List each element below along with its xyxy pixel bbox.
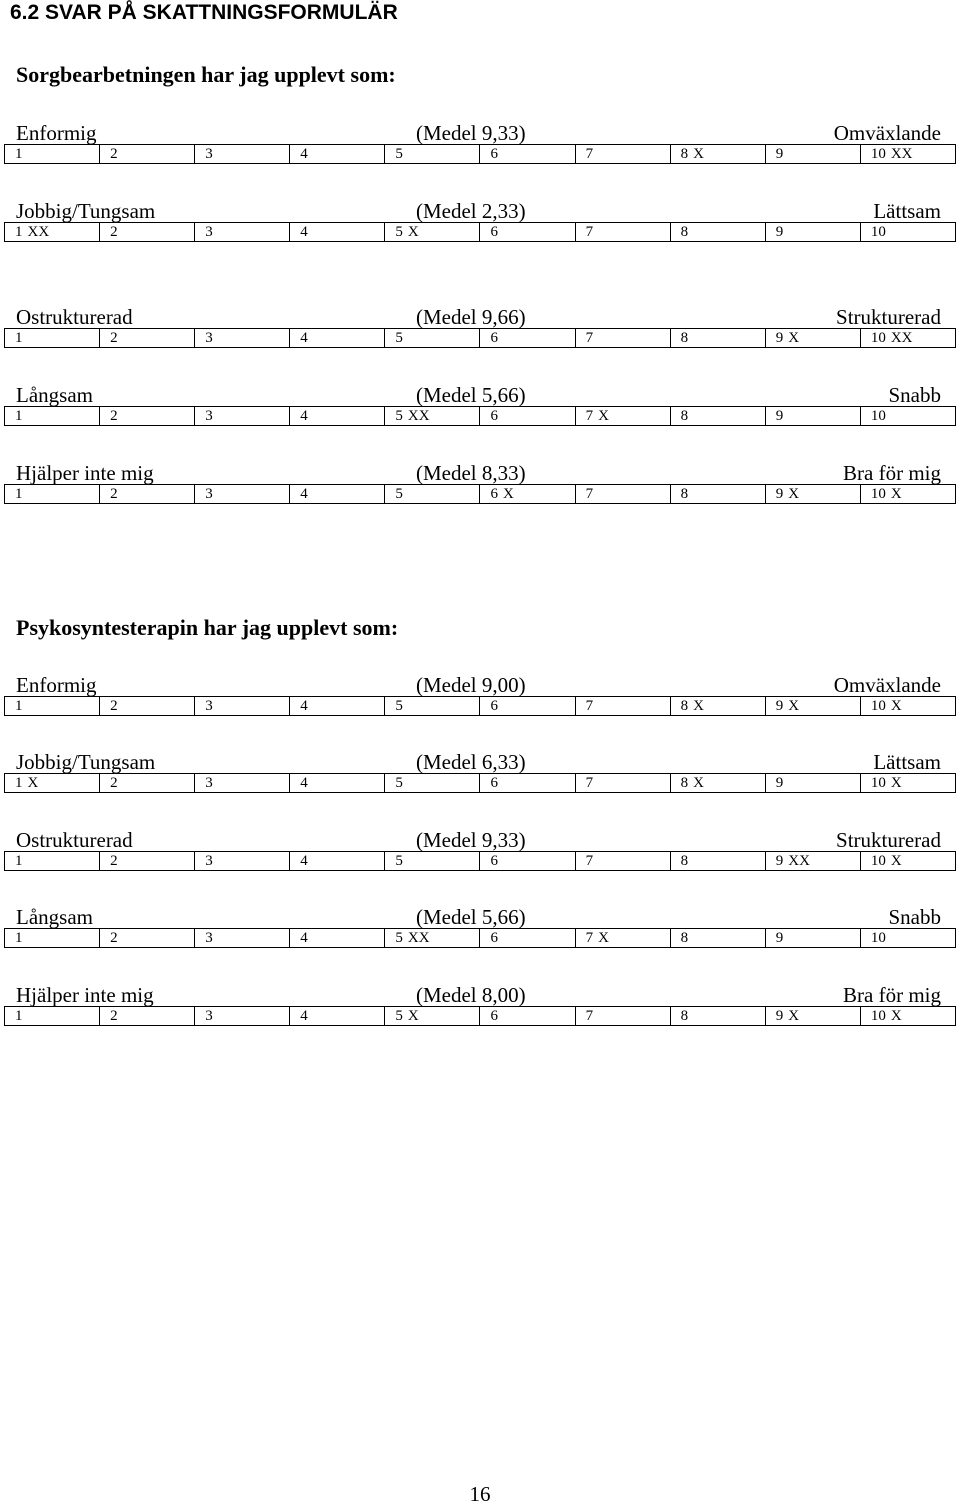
- scale-mean: (Medel 9,66): [416, 305, 526, 329]
- rating-scale: [4, 144, 956, 164]
- scale-cell: 4: [290, 929, 385, 947]
- scale-cell: 7: [576, 697, 671, 715]
- rating-scale: [4, 222, 956, 242]
- rating-scale: [4, 406, 956, 426]
- scale-cell: 9: [766, 774, 861, 792]
- scale-cell: 1: [5, 1007, 100, 1025]
- scale-cell: 5: [385, 697, 480, 715]
- scale-mean: (Medel 9,33): [416, 121, 526, 145]
- rating-item: [0, 827, 960, 875]
- scale-mean: (Medel 9,33): [416, 828, 526, 852]
- scale-cell: 2: [100, 145, 195, 163]
- label-row: [0, 304, 960, 330]
- scale-left-label: Långsam: [16, 383, 93, 407]
- scale-cell: 1: [5, 929, 100, 947]
- scale-right-label: Lättsam: [873, 750, 941, 774]
- scale-cell: 10 X: [870, 775, 902, 791]
- scale-mean: (Medel 6,33): [416, 750, 526, 774]
- scale-cell: 7: [576, 223, 671, 241]
- scale-cell: 6: [480, 697, 575, 715]
- label-row: [0, 749, 960, 775]
- label-row: [0, 382, 960, 408]
- scale-cell: 2: [100, 407, 195, 425]
- scale-cell: 10 X: [870, 853, 902, 869]
- scale-cell: 8 X: [671, 145, 766, 163]
- scale-cell: 8: [671, 852, 766, 870]
- scale-cell: 5: [385, 329, 480, 347]
- scale-cell: 6: [480, 145, 575, 163]
- scale-cell: 7: [576, 145, 671, 163]
- scale-cell: 1: [5, 485, 100, 503]
- scale-cell: 4: [290, 329, 385, 347]
- scale-cell: 6: [480, 852, 575, 870]
- scale-cell: 6: [480, 329, 575, 347]
- scale-cell: 10 XX: [870, 330, 913, 346]
- scale-cell: 10: [870, 408, 886, 424]
- rating-item: [0, 304, 960, 352]
- rating-scale: [4, 696, 956, 716]
- scale-cell: 6: [480, 774, 575, 792]
- rating-scale: [4, 484, 956, 504]
- scale-cell: 5: [385, 774, 480, 792]
- rating-item: [0, 120, 960, 168]
- label-row: [0, 904, 960, 930]
- scale-cell: 1: [5, 852, 100, 870]
- scale-cell: 1: [5, 407, 100, 425]
- scale-right-label: Bra för mig: [843, 983, 941, 1007]
- scale-cell: 2: [100, 223, 195, 241]
- scale-cell: 8 X: [671, 697, 766, 715]
- rating-item: [0, 672, 960, 720]
- scale-cell: 3: [195, 223, 290, 241]
- scale-mean: (Medel 8,00): [416, 983, 526, 1007]
- scale-left-label: Hjälper inte mig: [16, 461, 154, 485]
- scale-cell: 2: [100, 329, 195, 347]
- rating-scale: [4, 1006, 956, 1026]
- scale-cell: 5 XX: [385, 407, 480, 425]
- scale-cell: 3: [195, 1007, 290, 1025]
- scale-cell: 2: [100, 929, 195, 947]
- rating-item: [0, 382, 960, 430]
- scale-cell: 3: [195, 929, 290, 947]
- scale-cell: 3: [195, 329, 290, 347]
- scale-cell: 9 XX: [766, 852, 861, 870]
- scale-cell: 3: [195, 145, 290, 163]
- scale-cell: 9: [766, 145, 861, 163]
- scale-cell: 9: [766, 223, 861, 241]
- scale-cell: 7: [576, 774, 671, 792]
- scale-mean: (Medel 2,33): [416, 199, 526, 223]
- scale-cell: 4: [290, 852, 385, 870]
- scale-left-label: Enformig: [16, 121, 97, 145]
- scale-cell: 4: [290, 407, 385, 425]
- scale-cell: 9 X: [766, 329, 861, 347]
- scale-right-label: Omväxlande: [833, 121, 941, 145]
- scale-cell: 4: [290, 223, 385, 241]
- scale-mean: (Medel 5,66): [416, 383, 526, 407]
- scale-mean: (Medel 5,66): [416, 905, 526, 929]
- scale-cell: 2: [100, 485, 195, 503]
- scale-cell: 5: [385, 852, 480, 870]
- scale-cell: 3: [195, 697, 290, 715]
- rating-scale: [4, 928, 956, 948]
- rating-scale: [4, 328, 956, 348]
- label-row: [0, 827, 960, 853]
- scale-cell: 3: [195, 485, 290, 503]
- scale-cell: 8: [671, 1007, 766, 1025]
- scale-cell: 9: [766, 407, 861, 425]
- rating-item: [0, 982, 960, 1030]
- scale-right-label: Bra för mig: [843, 461, 941, 485]
- rating-scale: [4, 773, 956, 793]
- scale-cell: 4: [290, 774, 385, 792]
- scale-mean: (Medel 8,33): [416, 461, 526, 485]
- scale-right-label: Omväxlande: [833, 673, 941, 697]
- rating-scale: [4, 851, 956, 871]
- scale-cell: 7: [576, 329, 671, 347]
- rating-item: [0, 460, 960, 508]
- scale-cell: 8: [671, 329, 766, 347]
- scale-cell: 7: [576, 852, 671, 870]
- scale-cell: 2: [100, 697, 195, 715]
- page-number: 16: [469, 1482, 491, 1506]
- page-header: 6.2 SVAR PÅ SKATTNINGSFORMULÄR: [10, 1, 398, 24]
- scale-cell: 6: [480, 407, 575, 425]
- scale-cell: 2: [100, 774, 195, 792]
- scale-cell: 7 X: [576, 407, 671, 425]
- scale-left-label: Långsam: [16, 905, 93, 929]
- scale-left-label: Ostrukturerad: [16, 305, 133, 329]
- scale-cell: 4: [290, 697, 385, 715]
- section-title: Sorgbearbetningen har jag upplevt som:: [16, 62, 396, 87]
- scale-right-label: Strukturerad: [836, 305, 941, 329]
- scale-right-label: Snabb: [888, 905, 941, 929]
- scale-cell: 5 XX: [385, 929, 480, 947]
- scale-cell: 1: [5, 329, 100, 347]
- scale-cell: 6: [480, 223, 575, 241]
- label-row: [0, 198, 960, 224]
- scale-cell: 6: [480, 1007, 575, 1025]
- scale-cell: 4: [290, 1007, 385, 1025]
- scale-cell: 8: [671, 407, 766, 425]
- scale-cell: 7 X: [576, 929, 671, 947]
- scale-cell: 6: [480, 929, 575, 947]
- scale-left-label: Jobbig/Tungsam: [16, 199, 156, 223]
- label-row: [0, 982, 960, 1008]
- scale-cell: 8: [671, 485, 766, 503]
- scale-cell: 1: [5, 145, 100, 163]
- scale-cell: 9 X: [766, 697, 861, 715]
- scale-cell: 1: [5, 697, 100, 715]
- section-title: Psykosyntesterapin har jag upplevt som:: [16, 615, 399, 640]
- rating-item: [0, 198, 960, 246]
- scale-cell: 10: [870, 930, 886, 946]
- scale-cell: 4: [290, 485, 385, 503]
- scale-cell: 3: [195, 407, 290, 425]
- scale-cell: 3: [195, 852, 290, 870]
- scale-cell: 3: [195, 774, 290, 792]
- label-row: [0, 460, 960, 486]
- scale-left-label: Ostrukturerad: [16, 828, 133, 852]
- scale-cell: 9 X: [766, 485, 861, 503]
- scale-cell: 2: [100, 852, 195, 870]
- scale-cell: 9: [766, 929, 861, 947]
- scale-cell: 7: [576, 1007, 671, 1025]
- scale-cell: 5 X: [385, 1007, 480, 1025]
- scale-cell: 1 X: [5, 774, 100, 792]
- scale-left-label: Jobbig/Tungsam: [16, 750, 156, 774]
- scale-cell: 9 X: [766, 1007, 861, 1025]
- scale-cell: 10 X: [870, 486, 902, 502]
- scale-right-label: Lättsam: [873, 199, 941, 223]
- scale-cell: 10 X: [870, 698, 902, 714]
- scale-left-label: Enformig: [16, 673, 97, 697]
- label-row: [0, 120, 960, 146]
- scale-cell: 6 X: [480, 485, 575, 503]
- scale-left-label: Hjälper inte mig: [16, 983, 154, 1007]
- scale-cell: 7: [576, 485, 671, 503]
- scale-cell: 10 X: [870, 1008, 902, 1024]
- rating-item: [0, 904, 960, 952]
- scale-cell: 10 XX: [870, 146, 913, 162]
- scale-cell: 8: [671, 929, 766, 947]
- rating-item: [0, 749, 960, 797]
- scale-cell: 4: [290, 145, 385, 163]
- scale-cell: 10: [870, 224, 886, 240]
- scale-cell: 5: [385, 485, 480, 503]
- scale-cell: 2: [100, 1007, 195, 1025]
- scale-mean: (Medel 9,00): [416, 673, 526, 697]
- scale-cell: 8: [671, 223, 766, 241]
- scale-cell: 5: [385, 145, 480, 163]
- scale-cell: 1 XX: [5, 223, 100, 241]
- label-row: [0, 672, 960, 698]
- scale-right-label: Snabb: [888, 383, 941, 407]
- scale-cell: 5 X: [385, 223, 480, 241]
- scale-right-label: Strukturerad: [836, 828, 941, 852]
- scale-cell: 8 X: [671, 774, 766, 792]
